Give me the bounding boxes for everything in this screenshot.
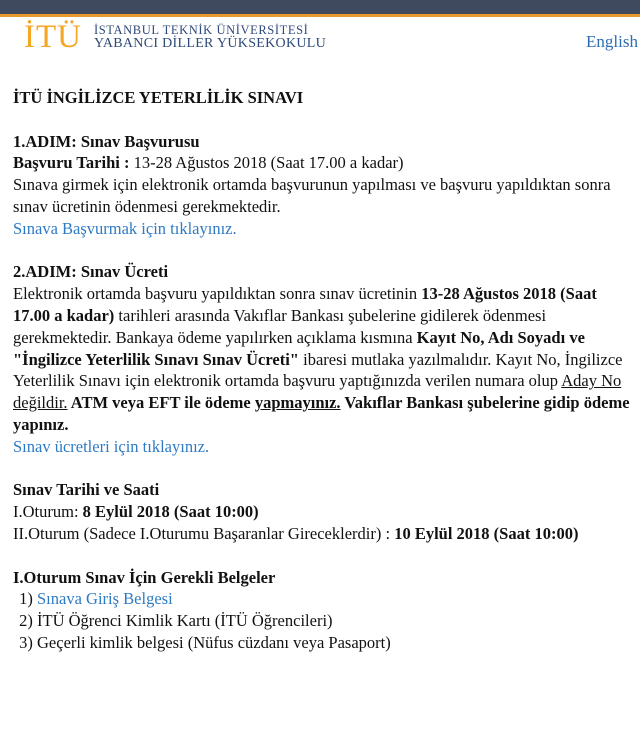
step2-description: Elektronik ortamda başvuru yapıldıktan sonra sınav ücretinin 13-28 Ağustos 2018 (Saat 17.00 a kadar) tarihleri arasında Vakıflar Bankası şubelerine gidilerek ödenmesi gerekmektedir. Bankaya ödeme yapılırken açıklama kısmına Kayıt No, Adı Soyadı ve "İngilizce Yeterlilik Sınavı Sınav Ücreti" ibaresi mutlaka yazılmalıdır. Kayıt No, İngilizce Yeterlilik Sınavı için elektronik ortamda başvuru yaptığınızda verilen numara olup Aday No değildir. ATM veya EFT ile ödeme yapmayınız. Vakıflar Bankası şubelerine gidip ödeme yapınız.: [13, 284, 630, 434]
date-value: 13-28 Ağustos 2018 (Saat 17.00 a kadar): [129, 153, 404, 173]
english-language-link[interactable]: English: [586, 32, 638, 51]
document-item-1: 1) Sınava Giriş Belgesi: [19, 589, 173, 609]
top-bar: [0, 0, 640, 14]
document-item-3: 3) Geçerli kimlik belgesi (Nüfus cüzdanı veya Pasaport): [19, 632, 391, 652]
exam-fees-link[interactable]: Sınav ücretleri için tıklayınız.: [13, 436, 210, 456]
document-item-2: 2) İTÜ Öğrenci Kimlik Kartı (İTÜ Öğrencileri): [19, 611, 333, 631]
step2-heading: 2.ADIM: Sınav Ücreti: [13, 262, 169, 282]
session1: I.Oturum: 8 Eylül 2018 (Saat 10:00): [13, 502, 259, 522]
logo-mark: İTÜ: [24, 19, 82, 55]
accent-line: [0, 14, 640, 17]
main-content: [13, 87, 633, 654]
schedule-heading: Sınav Tarihi ve Saati: [13, 480, 160, 500]
logo-university-name: İSTANBUL TEKNİK ÜNİVERSİTESİ: [93, 23, 309, 37]
step1-description: Sınava girmek için elektronik ortamda başvurunun yapılması ve başvuru yapıldıktan sonra sınav ücretinin ödenmesi gerekmektedir.: [13, 175, 611, 216]
apply-link[interactable]: Sınava Başvurmak için tıklayınız.: [13, 218, 237, 238]
page-title: İTÜ İNGİLİZCE YETERLİLİK SINAVI: [13, 88, 304, 107]
step1-heading: 1.ADIM: Sınav Başvurusu: [13, 131, 200, 151]
documents-heading: I.Oturum Sınav İçin Gerekli Belgeler: [13, 567, 276, 587]
itu-logo[interactable]: [24, 20, 326, 54]
entrance-document-link[interactable]: Sınava Giriş Belgesi: [37, 589, 173, 609]
session2: II.Oturum (Sadece I.Oturumu Başaranlar Gireceklerdir) : 10 Eylül 2018 (Saat 10:00): [13, 523, 579, 543]
step1-date: [13, 152, 633, 174]
date-label: Başvuru Tarihi :: [13, 153, 130, 173]
logo-text: [94, 23, 326, 51]
logo-school-name: YABANCI DİLLER YÜKSEKOKULU: [93, 36, 327, 51]
